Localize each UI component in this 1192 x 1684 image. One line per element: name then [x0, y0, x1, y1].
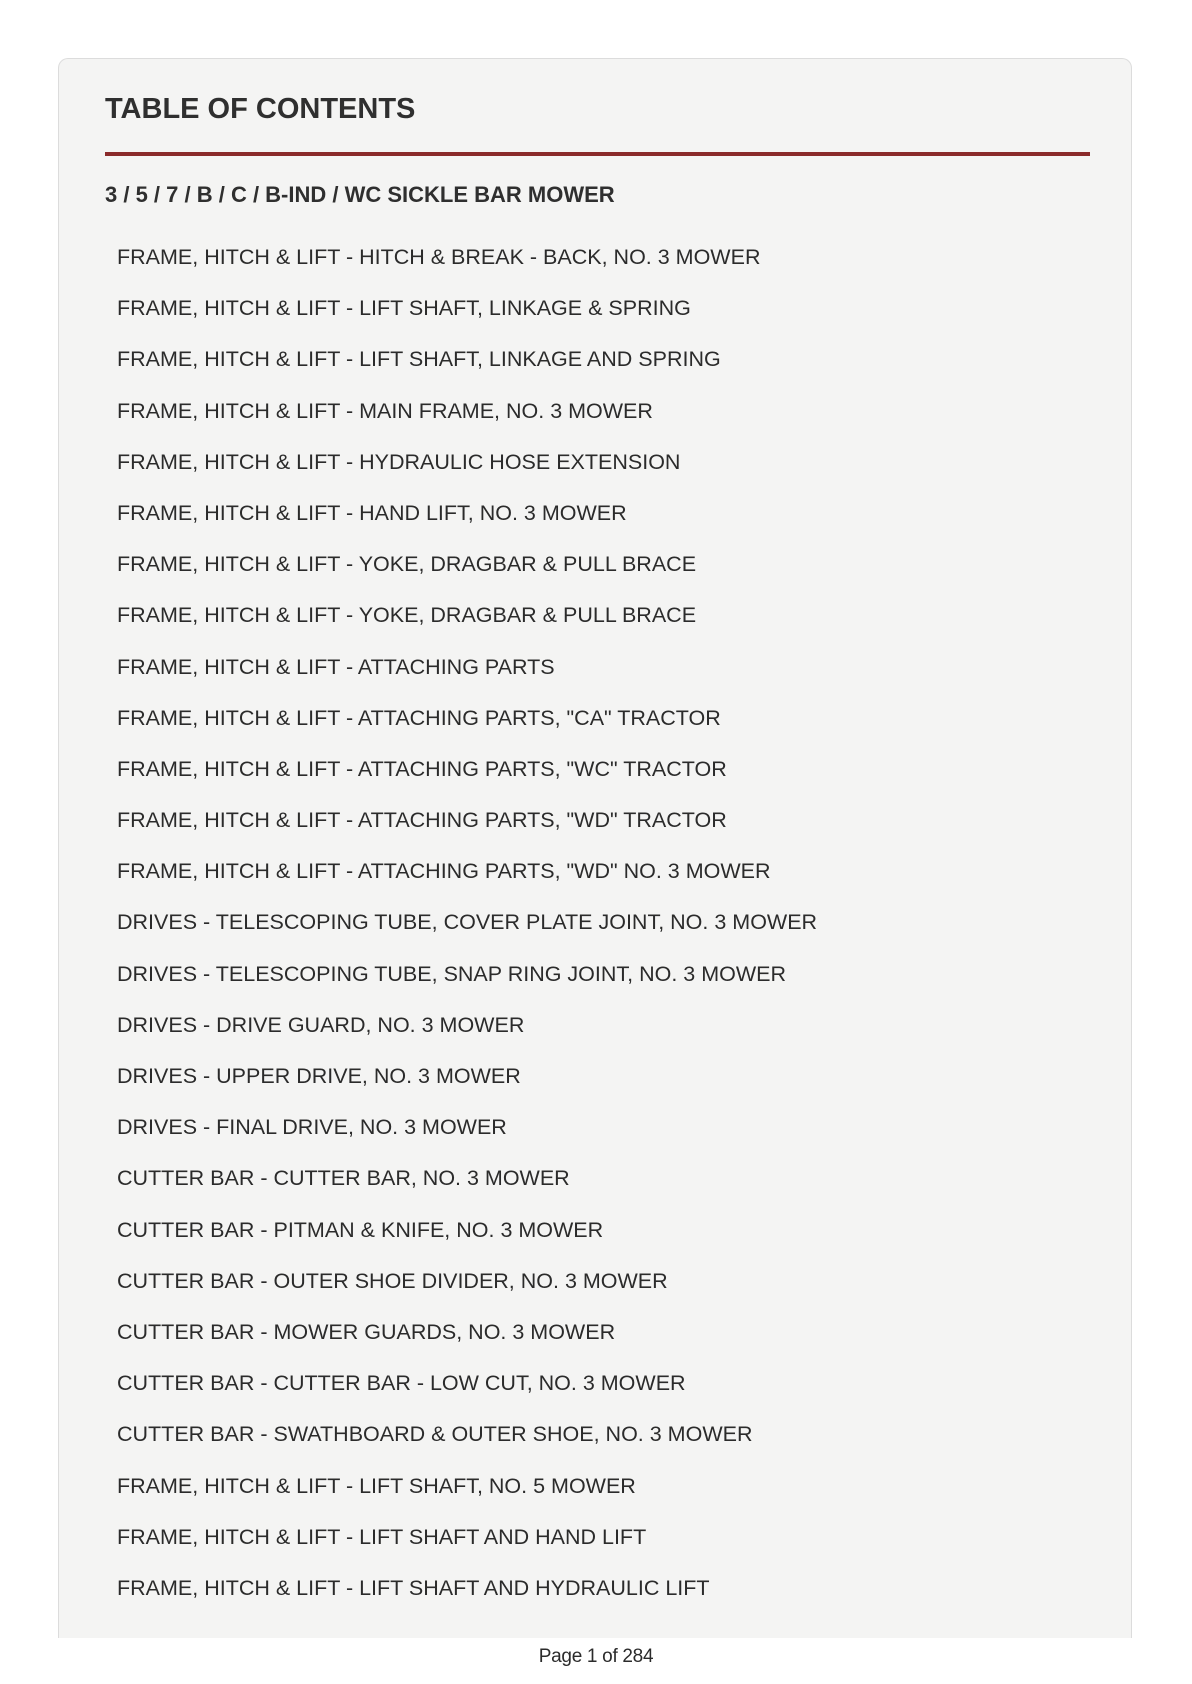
title-divider [105, 152, 1090, 156]
toc-item[interactable]: DRIVES - UPPER DRIVE, NO. 3 MOWER [117, 1064, 521, 1088]
toc-item[interactable]: FRAME, HITCH & LIFT - ATTACHING PARTS, "WD" NO. 3 MOWER [117, 859, 771, 884]
toc-item[interactable]: FRAME, HITCH & LIFT - LIFT SHAFT, LINKAGE AND SPRING [117, 347, 721, 372]
page-title: TABLE OF CONTENTS [105, 93, 416, 125]
toc-item[interactable]: FRAME, HITCH & LIFT - YOKE, DRAGBAR & PULL BRACE [117, 603, 697, 628]
toc-item[interactable]: FRAME, HITCH & LIFT - LIFT SHAFT, LINKAGE & SPRING [117, 296, 691, 321]
toc-item[interactable]: FRAME, HITCH & LIFT - ATTACHING PARTS, "WC" TRACTOR [117, 756, 727, 781]
toc-item[interactable]: CUTTER BAR - MOWER GUARDS, NO. 3 MOWER [117, 1319, 616, 1344]
toc-item[interactable]: FRAME, HITCH & LIFT - LIFT SHAFT AND HYDRAULIC LIFT [117, 1575, 710, 1600]
toc-item[interactable]: FRAME, HITCH & LIFT - HAND LIFT, NO. 3 MOWER [117, 500, 627, 525]
toc-item[interactable]: FRAME, HITCH & LIFT - HITCH & BREAK - BACK, NO. 3 MOWER [117, 245, 761, 269]
toc-item[interactable]: DRIVES - FINAL DRIVE, NO. 3 MOWER [117, 1115, 507, 1140]
toc-item[interactable]: CUTTER BAR - CUTTER BAR - LOW CUT, NO. 3 MOWER [117, 1371, 686, 1396]
toc-item[interactable]: DRIVES - DRIVE GUARD, NO. 3 MOWER [117, 1012, 525, 1037]
toc-item[interactable]: FRAME, HITCH & LIFT - YOKE, DRAGBAR & PULL BRACE [117, 552, 697, 577]
toc-item[interactable]: FRAME, HITCH & LIFT - LIFT SHAFT AND HAND LIFT [117, 1524, 647, 1549]
toc-list [117, 245, 817, 1627]
toc-item[interactable]: FRAME, HITCH & LIFT - ATTACHING PARTS, "WD" TRACTOR [117, 808, 727, 833]
page-number: Page 1 of 284 [538, 1646, 654, 1667]
toc-item[interactable]: DRIVES - TELESCOPING TUBE, COVER PLATE JOINT, NO. 3 MOWER [117, 910, 818, 935]
section-title: 3 / 5 / 7 / B / C / B-IND / WC SICKLE BAR MOWER [105, 182, 615, 207]
toc-item[interactable]: FRAME, HITCH & LIFT - ATTACHING PARTS, "CA" TRACTOR [117, 705, 721, 730]
toc-item[interactable]: FRAME, HITCH & LIFT - ATTACHING PARTS [117, 654, 555, 679]
toc-item[interactable]: CUTTER BAR - OUTER SHOE DIVIDER, NO. 3 MOWER [117, 1268, 668, 1293]
toc-item[interactable]: CUTTER BAR - PITMAN & KNIFE, NO. 3 MOWER [117, 1217, 604, 1242]
toc-item[interactable]: FRAME, HITCH & LIFT - MAIN FRAME, NO. 3 MOWER [117, 398, 653, 423]
toc-item[interactable]: CUTTER BAR - SWATHBOARD & OUTER SHOE, NO. 3 MOWER [117, 1422, 753, 1447]
toc-card [58, 58, 1132, 1638]
toc-item[interactable]: DRIVES - TELESCOPING TUBE, SNAP RING JOINT, NO. 3 MOWER [117, 961, 787, 986]
toc-item[interactable]: CUTTER BAR - CUTTER BAR, NO. 3 MOWER [117, 1166, 570, 1191]
toc-item[interactable]: FRAME, HITCH & LIFT - LIFT SHAFT, NO. 5 MOWER [117, 1473, 636, 1498]
toc-item[interactable]: FRAME, HITCH & LIFT - HYDRAULIC HOSE EXTENSION [117, 449, 681, 474]
